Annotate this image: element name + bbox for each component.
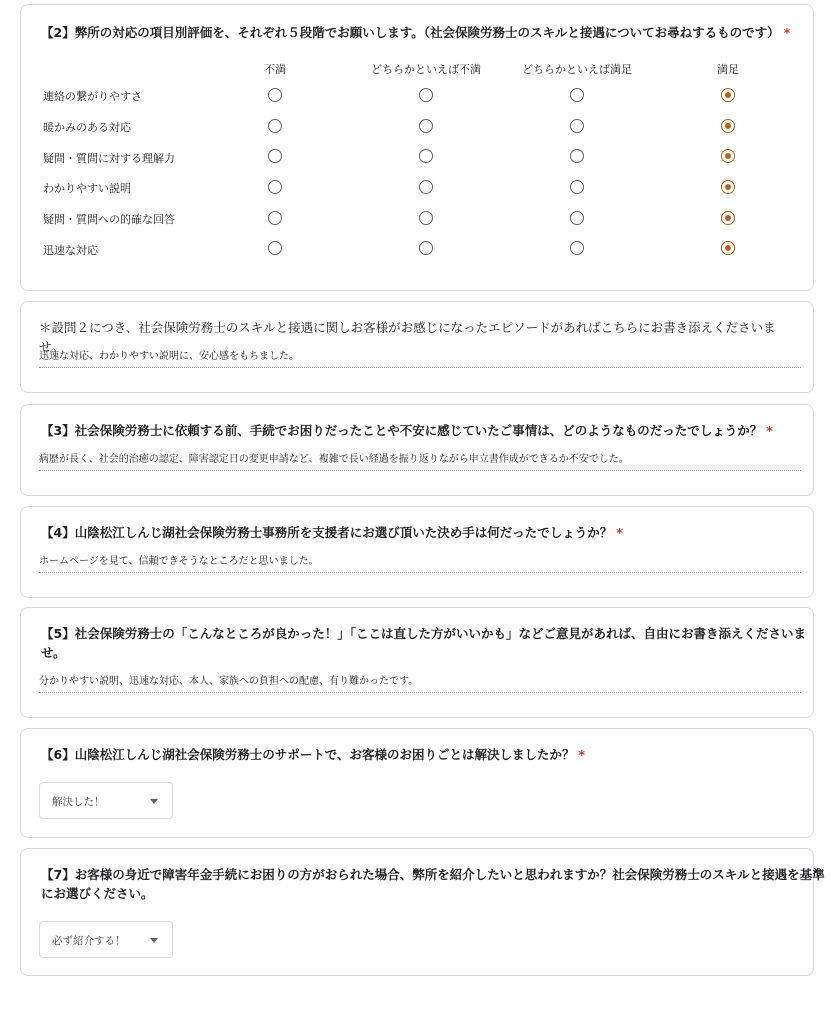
q6-card: [20, 728, 814, 838]
required-mark: *: [616, 525, 623, 540]
q5-card: [20, 607, 814, 718]
radio-row1-dochira-fuman[interactable]: [419, 88, 433, 102]
column-header-dochira-manzoku: どちらかといえば満足: [522, 63, 632, 76]
radio-row3-dochira-fuman[interactable]: [419, 149, 433, 163]
radio-row4-dochira-manzoku[interactable]: [570, 180, 584, 194]
q3-title: 【3】社会保険労務士に依頼する前、手続でお困りだったことや不安に感じていたご事情は、どのようなものだったでしょうか？ *: [41, 423, 773, 438]
dropdown-arrow-icon: [150, 799, 158, 804]
q5-answer-field[interactable]: 分かりやすい説明、迅速な対応、本人、家族への負担への配慮、有り難かったです。: [39, 674, 801, 693]
grid-row-label: 疑問・質問に対する理解力: [43, 152, 175, 165]
q6-select-dropdown[interactable]: [39, 782, 173, 819]
column-header-manzoku: 満足: [717, 63, 739, 76]
radio-row3-fuman[interactable]: [268, 149, 282, 163]
required-mark: *: [783, 25, 791, 40]
radio-row4-fuman[interactable]: [268, 180, 282, 194]
q2-note-text: ＊設問２につき、社会保険労務士のスキルと接遇に関しお客様がお感じになったエピソードがあればこちらにお書き添えくださいませ。: [39, 320, 776, 354]
q7-select-value: 必ず紹介する！: [52, 935, 126, 947]
column-header-fuman: 不満: [264, 63, 286, 76]
q6-title: 【6】山陰松江しんじ湖社会保険労務士のサポートで、お客様のお困りごとは解決しましたか？ *: [41, 747, 585, 762]
q7-card: [20, 848, 825, 976]
q7-title: 【7】お客様の身近で障害年金手続にお困りの方がおられた場合、弊所を紹介したいと思われますか？社会保険労務士のスキルと接遇を基準 にお選びください。: [41, 867, 825, 901]
q2-note-answer-field[interactable]: 迅速な対応、わかりやすい説明に、安心感をもちました。: [39, 349, 801, 368]
radio-row3-manzoku[interactable]: [721, 149, 735, 163]
q6-select-value: 解決した！: [52, 796, 105, 808]
required-mark: *: [766, 423, 773, 438]
radio-row4-manzoku[interactable]: [721, 180, 735, 194]
q7-select-dropdown[interactable]: [39, 921, 173, 958]
q3-answer-field[interactable]: 病歴が長く、社会的治癒の認定、障害認定日の変更申請など、複雑で長い経過を振り返りながら申立書作成ができるか不安でした。: [39, 452, 801, 471]
dropdown-arrow-icon: [150, 938, 158, 943]
grid-row-label: 暖かみのある対応: [43, 121, 131, 134]
q2-card: [20, 4, 814, 291]
q3-card: [20, 404, 814, 496]
radio-row1-dochira-manzoku[interactable]: [570, 88, 584, 102]
radio-row1-fuman[interactable]: [268, 88, 282, 102]
grid-row-label: わかりやすい説明: [43, 182, 131, 195]
required-mark: *: [578, 747, 585, 762]
radio-row5-fuman[interactable]: [268, 211, 282, 225]
radio-row5-dochira-fuman[interactable]: [419, 211, 433, 225]
column-header-dochira-fuman: どちらかといえば不満: [371, 63, 481, 76]
radio-row6-fuman[interactable]: [268, 241, 282, 255]
q2-note-card: [20, 301, 814, 393]
radio-row4-dochira-fuman[interactable]: [419, 180, 433, 194]
radio-row2-dochira-manzoku[interactable]: [570, 119, 584, 133]
radio-row2-manzoku[interactable]: [721, 119, 735, 133]
radio-row1-manzoku[interactable]: [721, 88, 735, 102]
radio-row6-dochira-manzoku[interactable]: [570, 241, 584, 255]
radio-row2-dochira-fuman[interactable]: [419, 119, 433, 133]
q4-title: 【4】山陰松江しんじ湖社会保険労務士事務所を支援者にお選び頂いた決め手は何だったでしょうか？ *: [41, 525, 623, 540]
q5-title: 【5】社会保険労務士の「こんなところが良かった！」「ここは直した方がいいかも」などご意見があれば、自由にお書き添えくださいま せ。: [41, 626, 806, 660]
radio-row5-dochira-manzoku[interactable]: [570, 211, 584, 225]
grid-row-label: 連絡の繋がりやすさ: [43, 90, 142, 103]
radio-row3-dochira-manzoku[interactable]: [570, 149, 584, 163]
radio-row6-dochira-fuman[interactable]: [419, 241, 433, 255]
radio-row5-manzoku[interactable]: [721, 211, 735, 225]
q4-card: [20, 506, 814, 598]
radio-row2-fuman[interactable]: [268, 119, 282, 133]
q2-title: 【2】弊所の対応の項目別評価を、それぞれ５段階でお願いします。（社会保険労務士のスキルと接遇についてお尋ねするものです） *: [41, 25, 791, 40]
grid-row-label: 迅速な対応: [43, 244, 98, 257]
radio-row6-manzoku[interactable]: [721, 241, 735, 255]
grid-row-label: 疑問・質問への的確な回答: [43, 213, 175, 226]
q4-answer-field[interactable]: ホームページを見て、信頼できそうなところだと思いました。: [39, 554, 801, 573]
